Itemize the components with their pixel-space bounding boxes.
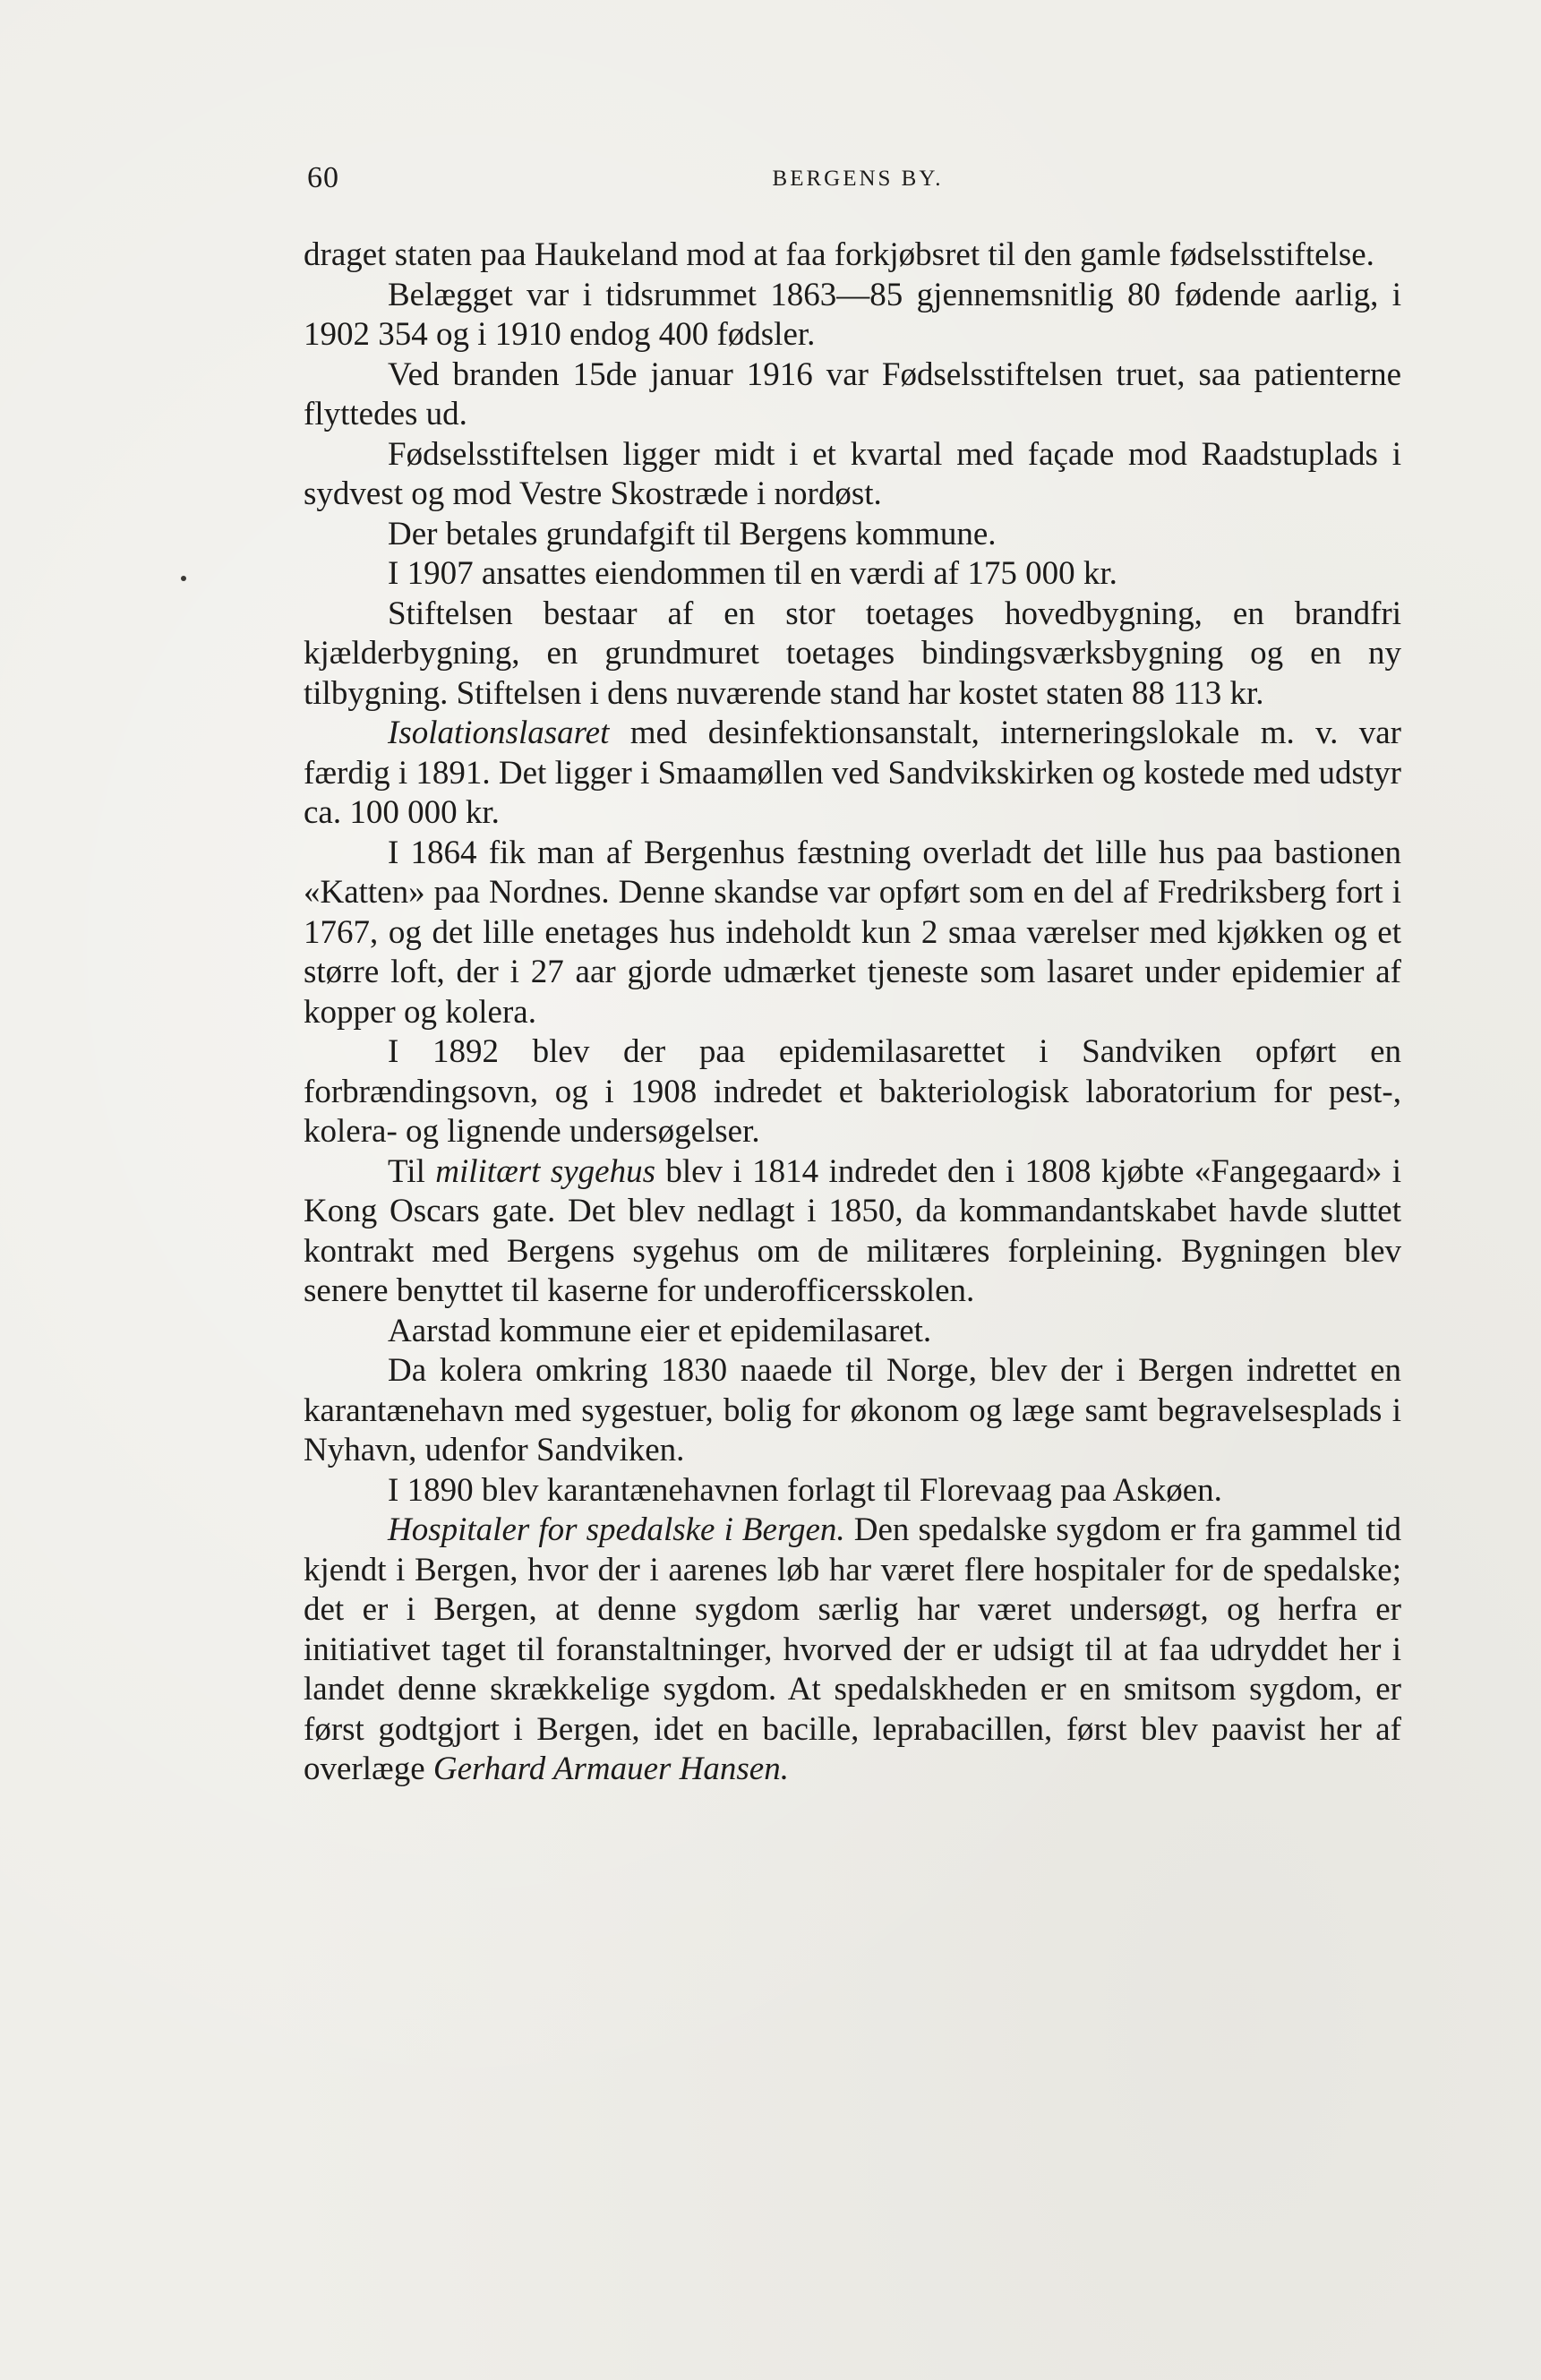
paragraph: Der betales grundafgift til Bergens kommune. (388, 515, 997, 552)
paragraph: Belægget var i tidsrummet 1863—85 gjennemsnitlig 80 fødende aarlig, i 1902 354 og i 1910 endog 400 fødsler. (304, 276, 1401, 353)
running-head: BERGENS BY. (772, 167, 944, 191)
paragraph: Aarstad kommune eier et epidemilasaret. (388, 1312, 932, 1349)
paragraph: Da kolera omkring 1830 naaede til Norge, blev der i Bergen indrettet en karantænehavn med sygestuer, bolig for økonom og læge samt begravelsesplads i Nyhavn, udenfor Sandviken. (304, 1352, 1401, 1468)
paragraph: I 1890 blev karantænehavnen forlagt til Florevaag paa Askøen. (388, 1471, 1222, 1509)
italic-term: Isolationslasaret (388, 715, 610, 751)
paragraph: I 1892 blev der paa epidemilasarettet i Sandviken opført en forbrændingsovn, og i 1908 indredet et bakteriologisk laboratorium for pest-, kolera- og lignende undersøgelser. (304, 1033, 1401, 1150)
page-number: 60 (307, 161, 339, 194)
paragraph: draget staten paa Haukeland mod at faa forkjøbsret til den gamle fødselsstiftelse. (304, 236, 1374, 273)
italic-heading: Hospitaler for spedalske i Bergen. (388, 1511, 845, 1548)
page-header (307, 161, 1400, 197)
margin-speck (181, 576, 186, 581)
paragraph: Stiftelsen bestaar af en stor toetages hovedbygning, en brandfri kjælderbygning, en grundmuret toetages bindingsværksbygning og en ny tilbygning. Stiftelsen i dens nuværende stand har kostet staten 88 113 kr. (304, 595, 1401, 712)
paragraph: Ved branden 15de januar 1916 var Fødselsstiftelsen truet, saa patienterne flyttedes ud. (304, 355, 1401, 432)
paragraph: I 1864 fik man af Bergenhus fæstning overladt det lille hus paa bastionen «Katten» paa Nordnes. Denne skandse var opført som en del af Fredriksberg fort i 1767, og det lille enetages hus indeholdt kun 2 smaa værelser med kjøkken og et større loft, der i 27 aar gjorde udmærket tjeneste som lasaret under epidemier af kopper og kolera. (304, 834, 1401, 1031)
body-text (304, 235, 1401, 1790)
paragraph: Isolationslasaret med desinfektionsanstalt, interneringslokale m. v. var færdig i 1891. Det ligger i Smaamøllen ved Sandvikskirken og kostede med udstyr ca. 100 000 kr. (304, 715, 1401, 831)
paragraph: Til militært sygehus blev i 1814 indredet den i 1808 kjøbte «Fangegaard» i Kong Oscars gate. Det blev nedlagt i 1850, da kommandantskabet havde sluttet kontrakt med Bergens sygehus om de militæres forpleining. Bygningen blev senere benyttet til kaserne for underofficersskolen. (304, 1152, 1401, 1309)
paragraph: Hospitaler for spedalske i Bergen. Den spedalske sygdom er fra gammel tid kjendt i Bergen, hvor der i aarenes løb har været flere hospitaler for de spedalske; det er i Bergen, at denne sygdom særlig har været undersøgt, og herfra er initiativet taget til foranstaltninger, hvorved der er udsigt til at faa udryddet her i landet denne skrækkelige sygdom. At spedalskheden er en smitsom sygdom, er først godtgjort i Bergen, idet en bacille, leprabacillen, først blev paavist her af overlæge Gerhard Armauer Hansen. (304, 1511, 1402, 1787)
paragraph: I 1907 ansattes eiendommen til en værdi af 175 000 kr. (388, 555, 1117, 592)
italic-term: militært sygehus (435, 1152, 655, 1190)
person-name: Gerhard Armauer Hansen. (432, 1751, 789, 1787)
paragraph: Fødselsstiftelsen ligger midt i et kvartal med façade mod Raadstuplads i sydvest og mod Vestre Skostræde i nordøst. (304, 435, 1401, 512)
